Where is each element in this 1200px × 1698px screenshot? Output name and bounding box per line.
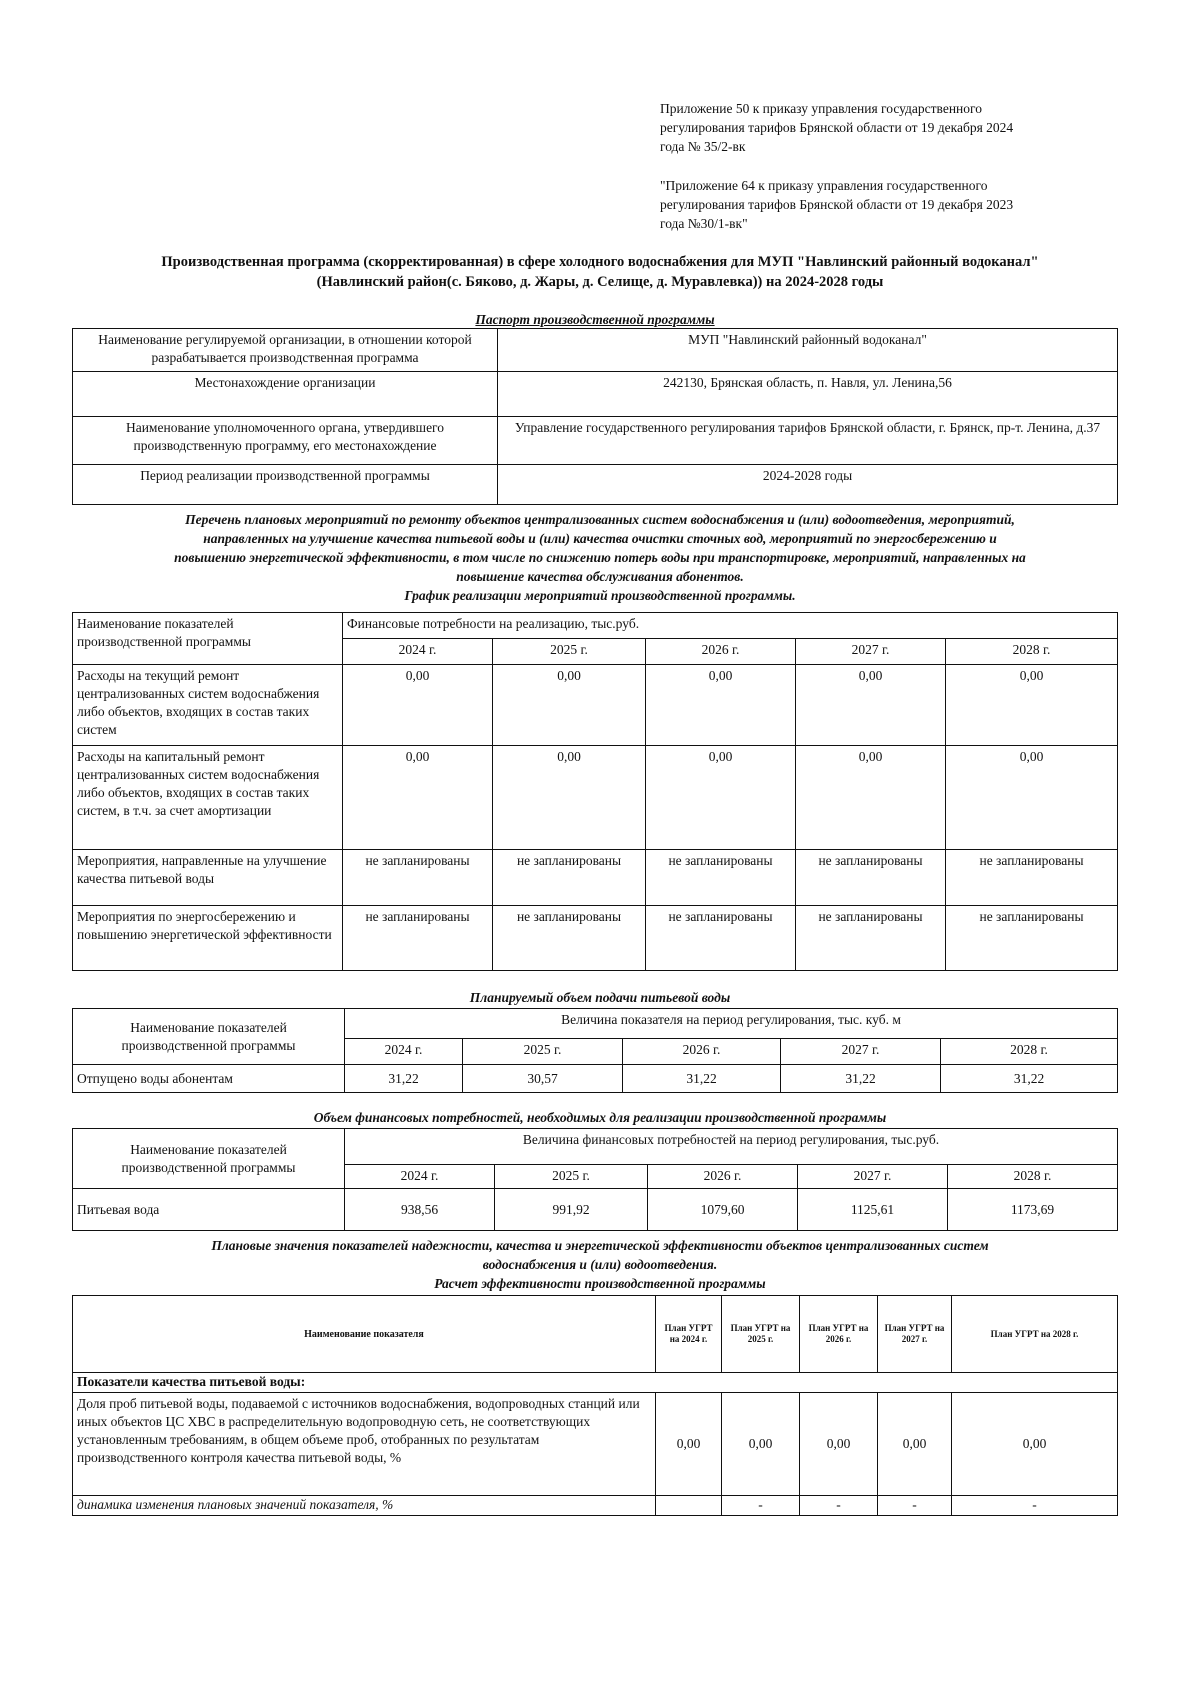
passport-value: Управление государственного регулирования тарифов Брянской области, г. Брянск, пр-т. Ленина, д.37 — [498, 417, 1118, 465]
volume-row-label: Отпущено воды абонентам — [73, 1065, 345, 1093]
measures-row — [73, 746, 1118, 850]
dynamics-cell: - — [722, 1496, 800, 1516]
measures-cell: не запланированы — [796, 906, 946, 971]
measures-cell: не запланированы — [493, 850, 646, 906]
caption-line: водоснабжения и (или) водоотведения. — [482, 1257, 718, 1272]
annex-note-line: регулирования тарифов Брянской области от 19 декабря 2023 — [660, 197, 1014, 212]
measures-cell: 0,00 — [946, 746, 1118, 850]
volume-cell: 31,22 — [941, 1065, 1118, 1093]
reliability-header-row — [73, 1296, 1118, 1373]
dynamics-label: динамика изменения плановых значений показателя, % — [73, 1496, 656, 1516]
year-header: 2024 г. — [345, 1165, 495, 1189]
dynamics-cell — [656, 1496, 722, 1516]
reliability-cell: 0,00 — [952, 1393, 1118, 1496]
year-header: 2028 г. — [948, 1165, 1118, 1189]
finance-row-label: Питьевая вода — [73, 1189, 345, 1231]
annex-note-line: года №30/1-вк" — [660, 216, 748, 231]
plan-header: План УГРТ на 2024 г. — [656, 1296, 722, 1373]
measures-row-label: Мероприятия, направленные на улучшение качества питьевой воды — [73, 850, 343, 906]
measures-row — [73, 665, 1118, 746]
volume-header-group: Величина показателя на период регулирования, тыс. куб. м — [345, 1009, 1118, 1039]
dynamics-cell: - — [952, 1496, 1118, 1516]
year-header: 2027 г. — [796, 639, 946, 665]
finance-header-row — [73, 1129, 1118, 1165]
measures-cell: 0,00 — [646, 746, 796, 850]
year-header: 2025 г. — [495, 1165, 648, 1189]
schedule-caption: График реализации мероприятий производственной программы. — [404, 588, 796, 603]
passport-label: Наименование уполномоченного органа, утвердившего производственную программу, его местонахождение — [73, 417, 498, 465]
measures-cell: 0,00 — [493, 665, 646, 746]
annex-note-2024 — [660, 99, 1100, 156]
reliability-table — [72, 1295, 1118, 1516]
year-header: 2028 г. — [946, 639, 1118, 665]
year-header: 2024 г. — [345, 1039, 463, 1065]
plan-header: План УГРТ на 2027 г. — [878, 1296, 952, 1373]
measures-cell: не запланированы — [796, 850, 946, 906]
caption-line: Перечень плановых мероприятий по ремонту объектов централизованных систем водоснабжения и (или) водоотведения, мероприятий, — [185, 512, 1015, 527]
annex-note-line: "Приложение 64 к приказу управления государственного — [660, 178, 988, 193]
reliability-cell: 0,00 — [800, 1393, 878, 1496]
passport-label: Наименование регулируемой организации, в отношении которой разрабатывается производственная программа — [73, 329, 498, 372]
year-header: 2028 г. — [941, 1039, 1118, 1065]
document-title — [80, 252, 1120, 292]
year-header: 2026 г. — [648, 1165, 798, 1189]
finance-header-label: Наименование показателей производственной программы — [73, 1129, 345, 1189]
dynamics-cell: - — [878, 1496, 952, 1516]
measures-cell: не запланированы — [946, 850, 1118, 906]
passport-row — [73, 372, 1118, 417]
year-header: 2027 г. — [798, 1165, 948, 1189]
volume-cell: 30,57 — [463, 1065, 623, 1093]
finance-cell: 991,92 — [495, 1189, 648, 1231]
finance-cell: 1125,61 — [798, 1189, 948, 1231]
annex-note-line: Приложение 50 к приказу управления государственного — [660, 101, 982, 116]
passport-label: Период реализации производственной программы — [73, 465, 498, 505]
passport-row — [73, 417, 1118, 465]
caption-line: Плановые значения показателей надежности, качества и энергетической эффективности объектов централизованных систем — [211, 1238, 989, 1253]
measures-cell: не запланированы — [946, 906, 1118, 971]
plan-header: План УГРТ на 2025 г. — [722, 1296, 800, 1373]
year-header: 2025 г. — [463, 1039, 623, 1065]
measures-row-label: Расходы на капитальный ремонт централизованных систем водоснабжения либо объектов, входящих в состав таких систем, в т.ч. за счет амортизации — [73, 746, 343, 850]
passport-value: МУП "Навлинский районный водоканал" — [498, 329, 1118, 372]
dynamics-cell: - — [800, 1496, 878, 1516]
year-header: 2026 г. — [646, 639, 796, 665]
measures-row-label: Мероприятия по энергосбережению и повышению энергетической эффективности — [73, 906, 343, 971]
finance-caption: Объем финансовых потребностей, необходимых для реализации производственной программы — [313, 1110, 887, 1125]
reliability-row — [73, 1393, 1118, 1496]
measures-cell: 0,00 — [493, 746, 646, 850]
reliability-section-row — [73, 1373, 1118, 1393]
annex-note-2023 — [660, 176, 1100, 233]
measures-cell: 0,00 — [946, 665, 1118, 746]
measures-cell: не запланированы — [493, 906, 646, 971]
volume-header-label: Наименование показателей производственной программы — [73, 1009, 345, 1065]
caption-line: повышению энергетической эффективности, в том числе по снижению потерь воды при транспортировке, мероприятий, направленных на — [174, 550, 1026, 565]
passport-label: Местонахождение организации — [73, 372, 498, 417]
finance-cell: 1079,60 — [648, 1189, 798, 1231]
passport-value: 242130, Брянская область, п. Навля, ул. Ленина,56 — [498, 372, 1118, 417]
reliability-cell: 0,00 — [878, 1393, 952, 1496]
measures-row — [73, 850, 1118, 906]
finance-table — [72, 1128, 1118, 1231]
finance-header-group: Величина финансовых потребностей на период регулирования, тыс.руб. — [345, 1129, 1118, 1165]
measures-cell: не запланированы — [343, 850, 493, 906]
caption-line: направленных на улучшение качества питьевой воды и (или) качества очистки сточных вод, мероприятий по энергосбережению и — [203, 531, 997, 546]
measures-cell: 0,00 — [646, 665, 796, 746]
measures-table — [72, 612, 1118, 971]
finance-cell: 1173,69 — [948, 1189, 1118, 1231]
reliability-header-label: Наименование показателя — [73, 1296, 656, 1373]
volume-cell: 31,22 — [345, 1065, 463, 1093]
measures-cell: 0,00 — [796, 665, 946, 746]
annex-note-line: года № 35/2-вк — [660, 139, 746, 154]
year-header: 2027 г. — [781, 1039, 941, 1065]
measures-cell: не запланированы — [646, 850, 796, 906]
year-header: 2026 г. — [623, 1039, 781, 1065]
reliability-cell: 0,00 — [656, 1393, 722, 1496]
passport-row — [73, 465, 1118, 505]
passport-value: 2024-2028 годы — [498, 465, 1118, 505]
volume-table — [72, 1008, 1118, 1093]
passport-table — [72, 328, 1118, 505]
annex-note-line: регулирования тарифов Брянской области от 19 декабря 2024 — [660, 120, 1014, 135]
measures-header-label: Наименование показателей производственной программы — [73, 613, 343, 665]
volume-row — [73, 1065, 1118, 1093]
volume-header-row — [73, 1009, 1118, 1039]
volume-cell: 31,22 — [623, 1065, 781, 1093]
measures-header-row — [73, 613, 1118, 639]
year-header: 2025 г. — [493, 639, 646, 665]
measures-cell: 0,00 — [343, 665, 493, 746]
dynamics-row — [73, 1496, 1118, 1516]
volume-cell: 31,22 — [781, 1065, 941, 1093]
measures-cell: 0,00 — [343, 746, 493, 850]
caption-line: повышение качества обслуживания абонентов. — [456, 569, 744, 584]
finance-cell: 938,56 — [345, 1189, 495, 1231]
reliability-row-label: Доля проб питьевой воды, подаваемой с источников водоснабжения, водопроводных станций или иных объектов ЦС ХВС в распределительную водопроводную сеть, не соответствующих установленным требованиям, в общем объеме проб, отобранных по результатам производственного контроля качества питьевой воды, % — [73, 1393, 656, 1496]
reliability-caption — [60, 1236, 1140, 1293]
measures-header-group: Финансовые потребности на реализацию, тыс.руб. — [343, 613, 1118, 639]
passport-row — [73, 329, 1118, 372]
measures-cell: 0,00 — [796, 746, 946, 850]
plan-header: План УГРТ на 2028 г. — [952, 1296, 1118, 1373]
year-header: 2024 г. — [343, 639, 493, 665]
title-line: (Навлинский район(с. Бяково, д. Жары, д. Селище, д. Муравлевка)) на 2024-2028 годы — [316, 274, 884, 290]
finance-row — [73, 1189, 1118, 1231]
volume-caption: Планируемый объем подачи питьевой воды — [469, 990, 731, 1005]
measures-cell: не запланированы — [646, 906, 796, 971]
passport-caption: Паспорт производственной программы — [475, 312, 715, 327]
calc-caption: Расчет эффективности производственной программы — [434, 1276, 766, 1291]
plan-header: План УГРТ на 2026 г. — [800, 1296, 878, 1373]
reliability-cell: 0,00 — [722, 1393, 800, 1496]
measures-caption — [60, 510, 1140, 605]
measures-row — [73, 906, 1118, 971]
measures-cell: не запланированы — [343, 906, 493, 971]
measures-row-label: Расходы на текущий ремонт централизованных систем водоснабжения либо объектов, входящих в состав таких систем — [73, 665, 343, 746]
reliability-section-title: Показатели качества питьевой воды: — [73, 1373, 1118, 1393]
title-line: Производственная программа (скорректированная) в сфере холодного водоснабжения для МУП "Навлинский районный водоканал" — [161, 254, 1039, 270]
